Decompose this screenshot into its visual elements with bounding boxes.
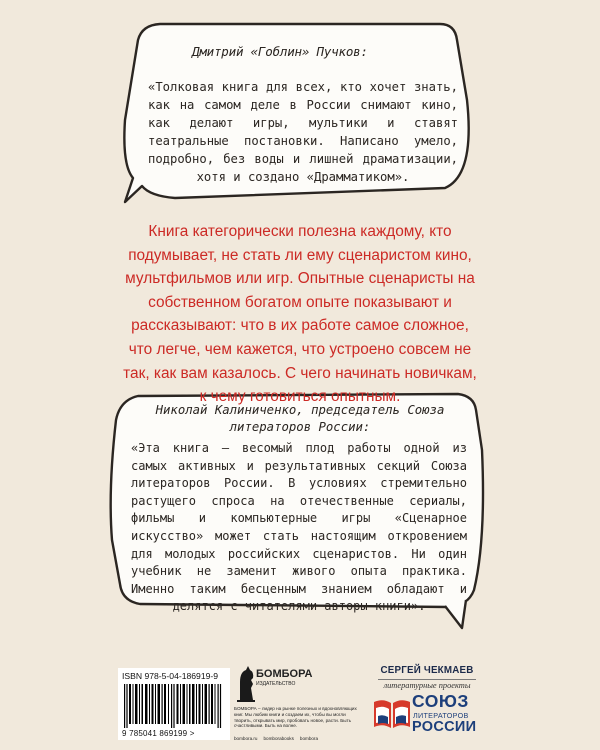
barcode-digits: 9 785041 869199 > <box>122 729 195 738</box>
union-logo-word-1: СОЮЗ <box>412 691 469 711</box>
isbn-label: ISBN 978-5-04-186919-9 <box>122 671 219 681</box>
union-logo-word-2: ЛИТЕРАТОРОВ <box>413 711 469 720</box>
open-book-logo-icon <box>372 694 412 734</box>
social-link[interactable]: bombora <box>299 736 319 741</box>
social-link[interactable]: bomborabooks <box>263 736 294 741</box>
publisher-name: БОМБОРА <box>256 668 313 680</box>
series-subtitle: литературные проекты <box>383 681 471 690</box>
bottom-quote-author: Николай Калиниченко, председатель Союза литераторов России: <box>155 403 445 434</box>
publisher-subtitle: ИЗДАТЕЛЬСТВО <box>256 681 296 687</box>
book-description: Книга категорически полезна каждому, кто подумывает, не стать ли ему сценаристом кино, мультфильмов или игр. Опытные сценаристы на собственном богатом опыте показывают и рассказывают: что в их работе самое сложное, что легче, чем кажется, что устроено совсем не так, как вам казалось. С чего начинать новичкам, к чему готовиться опытным. <box>123 223 477 406</box>
divider <box>378 679 476 680</box>
website-link[interactable]: bombora.ru <box>234 736 258 741</box>
series-name: СЕРГЕЙ ЧЕКМАЕВ <box>380 665 474 676</box>
publisher-description: БОМБОРА – лидер на рынке полезных и вдохновляющих книг. Мы любим книги и создаем их, чтобы вы могли творить, открывать мир, пробовать новое, расти. Быть счастливыми. Быть на волне. <box>234 706 357 729</box>
bottom-quote-text: «Эта книга – весомый плод работы одной из самых активных и результативных секций Союза литераторов России. В условиях стремительно растущего спроса на отечественные сериалы, фильмы и компьютерные игры «Сценарное искусство» может стать настоящим откровением для молодых российских сценаристов. Ни один учебник не заменит живого опыта практика. Именно таким бесценным знанием обладают и делятся с читателями авторы книги». <box>131 441 467 614</box>
publisher-links <box>234 736 374 741</box>
top-quote-author: Дмитрий «Гоблин» Пучков: <box>192 44 368 59</box>
union-logo-word-3: РОССИИ <box>412 719 477 735</box>
barcode-block <box>118 668 230 740</box>
barcode-icon <box>124 684 224 728</box>
top-quote-text: «Толковая книга для всех, кто хочет знать, как на самом деле в России снимают кино, как делают игры, мультики и ставят театральные постановки. Написано умело, подробно, без воды и лишней драматизации, хотя и создано «Драмматиком». <box>148 80 458 185</box>
